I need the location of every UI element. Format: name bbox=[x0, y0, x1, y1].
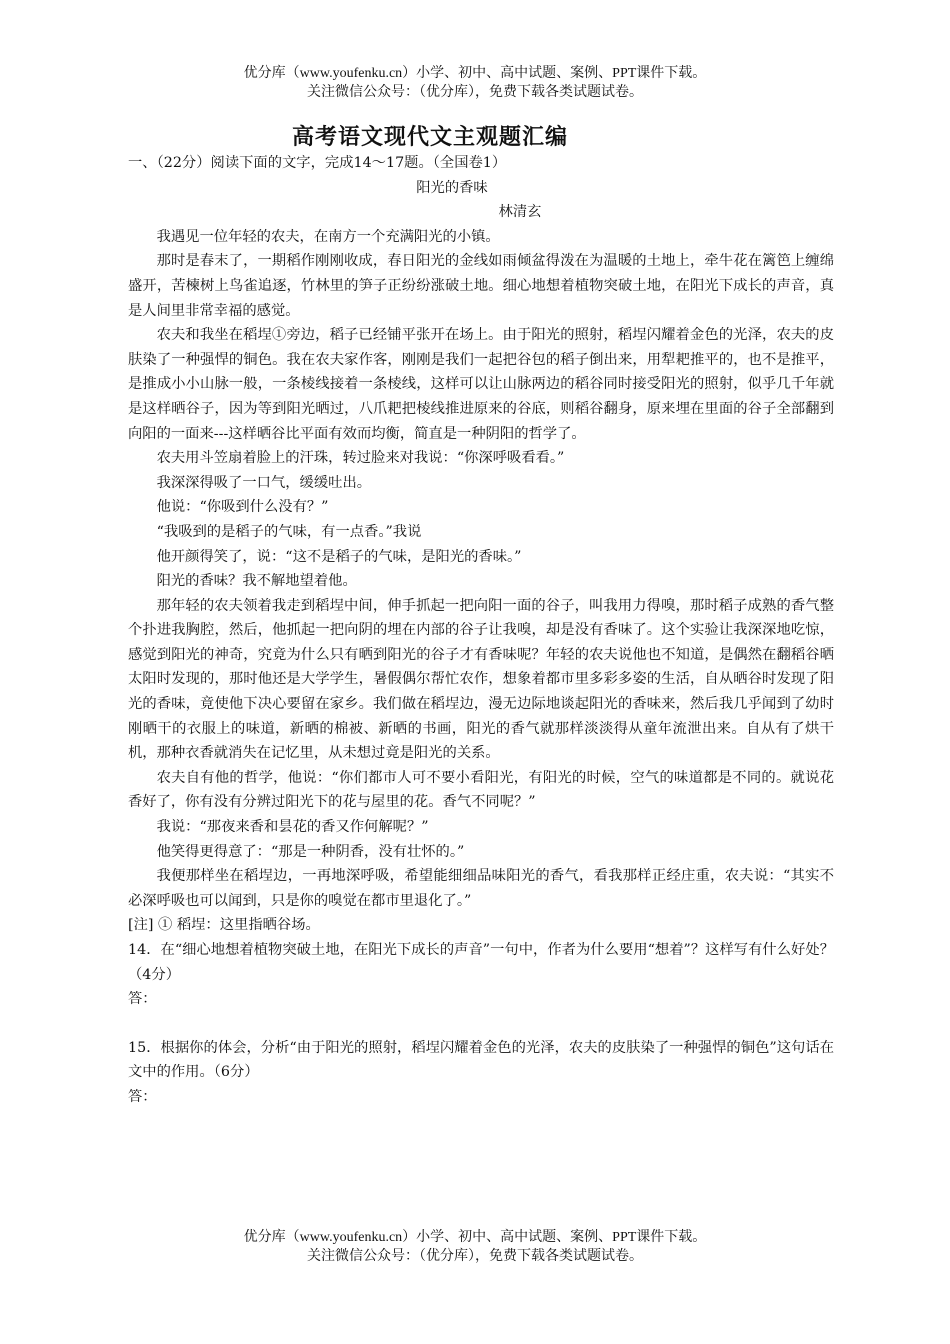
essay-paragraph: 农夫用斗笠扇着脸上的汗珠，转过脸来对我说：“你深呼吸看看。” bbox=[156, 450, 565, 467]
answer-label: 答： bbox=[128, 1088, 157, 1105]
header-line-1: 优分库（www.youfenku.cn）小学、初中、高中试题、案例、PPT课件下载。 bbox=[243, 66, 707, 81]
essay-paragraph: 阳光的香味？我不解地望着他。 bbox=[156, 573, 357, 590]
essay-author: 林清玄 bbox=[498, 204, 542, 221]
essay-paragraph: 他笑得更得意了：“那是一种阴香，没有壮怀的。” bbox=[156, 843, 465, 860]
footer-line-2: 关注微信公众号：（优分库），免费下载各类试题试卷。 bbox=[307, 1249, 643, 1264]
essay-paragraph: 我遇见一位年轻的农夫，在南方一个充满阳光的小镇。 bbox=[156, 228, 500, 245]
essay-paragraph: 农夫和我坐在稻埕①旁边，稻子已经铺平张开在场上。由于阳光的照射，稻埕闪耀着金色的光泽，农夫的皮肤染了一种强悍的铜色。我在农夫家作客，刚刚是我们一起把谷包的稻子倒出来，用犁耙推平的，也不是推平，是推成小小山脉一般，一条棱线接着一条棱线，这样可以让山脉两边的稻谷同时接受阳光的照射，似乎几千年就是这样晒谷子，因为等到阳光晒过，八爪耙把棱线推进原来的谷底，则稻谷翻身，原来埋在里面的谷子全部翻到向阳的一面来---这样晒谷比平面有效而均衡，简直是一种阴阳的哲学了。 bbox=[128, 327, 834, 442]
essay-paragraph: 我深深得吸了一口气，缓缓吐出。 bbox=[156, 474, 372, 491]
essay-paragraph: 那年轻的农夫领着我走到稻埕中间，伸手抓起一把向阳一面的谷子，叫我用力得嗅，那时稻子成熟的香气整个扑进我胸腔，然后，他抓起一把向阴的埋在内部的谷子让我嗅，却是没有香味了。这个实验让我深深地吃惊，感觉到阳光的神奇，究竟为什么只有晒到阳光的谷子才有香味呢？年轻的农夫说他也不知道，是偶然在翻稻谷晒太阳时发现的，那时他还是大学学生，暑假偶尔帮忙农作，想象着都市里多彩多姿的生活，自从晒谷时发现了阳光的香味，竟使他下决心要留在家乡。我们做在稻埕边，漫无边际地谈起阳光的香味来，然后我几乎闻到了幼时刚晒干的衣服上的味道，新晒的棉被、新晒的书画，阳光的香气就那样淡淡得从童年流泄出来。自从有了烘干机，那种衣香就消失在记忆里，从未想过竟是阳光的关系。 bbox=[128, 597, 834, 762]
essay-paragraph: 他开颜得笑了，说：“这不是稻子的气味，是阳光的香味。” bbox=[156, 548, 522, 565]
essay-title: 阳光的香味 bbox=[416, 179, 488, 196]
essay-paragraph: 那时是春末了，一期稻作刚刚收成，春日阳光的金线如雨倾盆得泼在为温暖的土地上，牵牛花在篱笆上缠绵盛开，苦楝树上鸟雀追逐，竹林里的笋子正纷纷涨破土地。细心地想着植物突破土地，在阳光下成长的声音，真是人间里非常幸福的感觉。 bbox=[128, 253, 834, 319]
page-header bbox=[0, 64, 950, 102]
footer-line-1: 优分库（www.youfenku.cn）小学、初中、高中试题、案例、PPT课件下载。 bbox=[243, 1230, 707, 1245]
essay-paragraph: 我便那样坐在稻埕边，一再地深呼吸，希望能细细品味阳光的香气，看我那样正经庄重，农夫说：“其实不必深呼吸也可以闻到，只是你的嗅觉在都市里退化了。” bbox=[128, 868, 834, 909]
essay-paragraph: “我吸到的是稻子的气味，有一点香。”我说 bbox=[156, 523, 422, 540]
essay-paragraph: 农夫自有他的哲学，他说：“你们都市人可不要小看阳光，有阳光的时候，空气的味道都是不同的。就说花香好了，你有没有分辨过阳光下的花与屋里的花。香气不同呢？” bbox=[128, 769, 834, 811]
header-line-2: 关注微信公众号：（优分库），免费下载各类试题试卷。 bbox=[307, 85, 643, 100]
document-title: 高考语文现代文主观题汇编 bbox=[291, 124, 568, 150]
question-15: 15．根据你的体会，分析“由于阳光的照射，稻埕闪耀着金色的光泽，农夫的皮肤染了一种强悍的铜色”这句话在文中的作用。（6分） bbox=[128, 1039, 834, 1081]
footnote: [注] ① 稻埕：这里指晒谷场。 bbox=[128, 917, 320, 934]
section-intro: 一、（22分）阅读下面的文字，完成14～17题。（全国卷1） bbox=[128, 155, 507, 171]
essay-paragraph: 他说：“你吸到什么没有？” bbox=[156, 499, 329, 516]
document-body bbox=[128, 151, 834, 1110]
question-14: 14．在“细心地想着植物突破土地，在阳光下成长的声音”一句中，作者为什么要用“想着”？这样写有什么好处？（4分） bbox=[128, 942, 834, 983]
page-footer bbox=[0, 1228, 950, 1266]
answer-space bbox=[128, 1012, 834, 1036]
answer-label: 答： bbox=[128, 991, 157, 1008]
essay-paragraph: 我说：“那夜来香和昙花的香又作何解呢？” bbox=[156, 819, 429, 836]
